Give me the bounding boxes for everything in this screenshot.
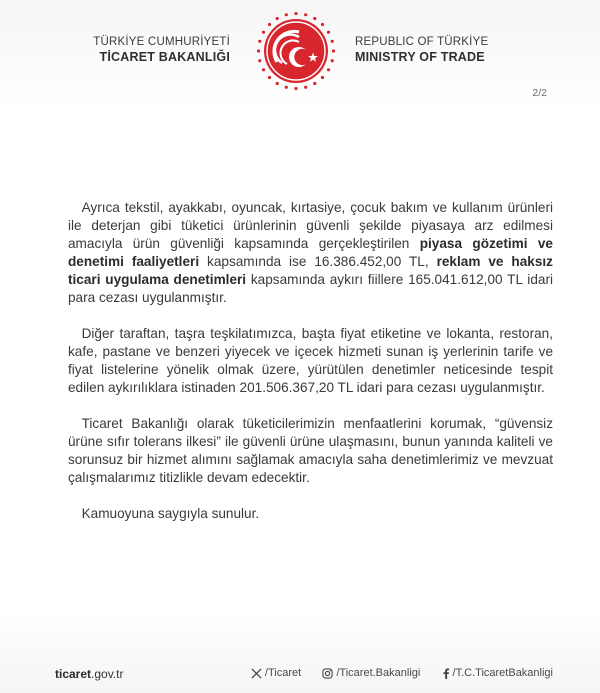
instagram-icon xyxy=(322,668,333,679)
facebook-handle: /T.C.TicaretBakanligi xyxy=(452,667,553,679)
paragraph-4-text: Kamuoyuna saygıyla sunulur. xyxy=(81,506,260,521)
instagram-handle: /Ticaret.Bakanligi xyxy=(336,667,421,679)
header-right-line1: REPUBLIC OF TÜRKİYE xyxy=(355,36,489,48)
ministry-emblem-icon xyxy=(255,10,337,92)
paragraph-3 xyxy=(68,415,553,487)
paragraph-1-bold-a: piyasa gözetimi ve denetimi faaliyetleri xyxy=(68,236,553,269)
paragraph-2 xyxy=(68,325,553,397)
header-right xyxy=(355,35,488,65)
x-logo-icon xyxy=(251,668,262,679)
header-left-line2: TİCARET BAKANLIĞI xyxy=(99,50,230,64)
header-right-line2: MINISTRY OF TRADE xyxy=(355,50,485,64)
paragraph-4 xyxy=(68,505,553,523)
website-link[interactable] xyxy=(55,667,124,681)
paragraph-1-text-a: Ayrıca tekstil, ayakkabı, oyuncak, kırtasiye, çocuk bakım ve kullanım ürünleri ile deterjan gibi tüketici ürünlerinin güvenli şekilde piyasaya arz edilmesi amacıyla ürün güvenliği kapsamında gerçekleştirilen xyxy=(68,200,553,251)
x-handle: /Ticaret xyxy=(264,667,302,679)
x-link[interactable] xyxy=(251,667,301,679)
document-body xyxy=(68,199,553,523)
paragraph-1 xyxy=(68,199,553,307)
header-left xyxy=(93,35,230,65)
page-number: 2/2 xyxy=(532,87,547,99)
website-bold: ticaret xyxy=(55,667,92,681)
header-left-line1: TÜRKİYE CUMHURİYETİ xyxy=(93,36,230,48)
paragraph-1-bold-b: reklam ve haksız ticari uygulama denetimleri xyxy=(68,254,553,287)
paragraph-1-text-c: kapsamında aykırı fiillere 165.041.612,00 TL idari para cezası uygulanmıştır. xyxy=(68,272,553,305)
paragraph-3-text: Ticaret Bakanlığı olarak tüketicilerimizin menfaatlerini korumak, “güvensiz ürüne sıfır tolerans ilkesi” ile güvenli ürüne ulaşmasını, bunun yanında kaliteli ve sorunsuz bir hizmet alımını sağlamak amacıyla saha denetimlerimiz ve mevzuat çalışmalarımız titizlikle devam edecektir. xyxy=(68,416,553,485)
social-links xyxy=(233,667,553,682)
instagram-link[interactable] xyxy=(322,667,420,679)
facebook-icon xyxy=(442,668,450,679)
footer xyxy=(55,667,553,683)
paragraph-2-text: Diğer taraftan, taşra teşkilatımızca, başta fiyat etiketine ve lokanta, restoran, kafe, pastane ve benzeri yiyecek ve içecek hizmeti sunan iş yerlerinin tarife ve fiyat listelerine yönelik olmak üzere, yürütülen denetimler neticesinde tespit edilen aykırılıklara istinaden 201.506.367,20 TL idari para cezası uygulanmıştır. xyxy=(68,326,553,395)
website-rest: .gov.tr xyxy=(91,667,124,681)
facebook-link[interactable] xyxy=(442,667,553,679)
paragraph-1-text-b: kapsamında ise 16.386.452,00 TL, xyxy=(199,254,437,269)
